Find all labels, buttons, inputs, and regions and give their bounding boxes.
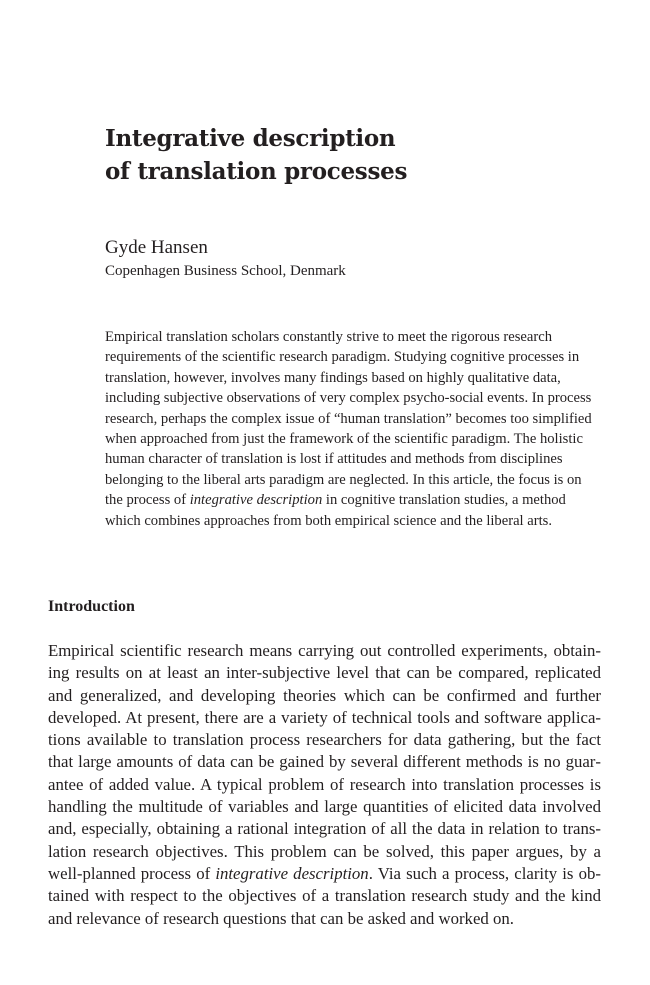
title-line-1: Integrative description <box>105 125 396 152</box>
introduction-text-part-1: Empirical scientific research means carrying out controlled experiments, obtaining results on at least an inter-subjective level that can be compared, replicated and generalized, and developing theories which can be confirmed and further developed. At present, there are a variety of technical tools and software applications available to translation process researchers for data gathering, but the fact that large amounts of data can be gained by several different methods is no guarantee of added value. A typical problem of research into translation processes is handling the multitude of variables and large quantities of elicited data involved and, especially, obtaining a rational integration of all the data in relation to translation research objectives. This problem can be solved, this paper argues, by a well-planned process of <box>48 641 601 883</box>
title-line-2: of translation processes <box>105 158 408 185</box>
abstract-text-part-2: in cognitive translation studies, a method which combines approaches from both empirical science and the liberal arts. <box>105 492 566 529</box>
abstract <box>105 327 600 531</box>
author-affiliation: Copenhagen Business School, Denmark <box>105 263 346 279</box>
abstract-italic-term: integrative description <box>189 492 323 509</box>
paper-title <box>105 122 525 188</box>
author-name: Gyde Hansen <box>105 237 208 258</box>
introduction-paragraph <box>48 640 601 930</box>
section-heading-introduction: Introduction <box>48 598 135 615</box>
abstract-text-part-1: Empirical translation scholars constantly strive to meet the rigorous research requirements of the scientific research paradigm. Studying cognitive processes in translation, however, involves many findings based on highly qualitative data, including subjective observations of very complex psycho-social events. In process research, perhaps the complex issue of “human translation” becomes too simplified when approached from just the framework of the scientific paradigm. The holistic human character of translation is lost if attitudes and methods from disciplines belonging to the liberal arts paradigm are neglected. In this article, the focus is on the process of <box>105 329 592 509</box>
introduction-italic-term: integrative description <box>215 863 369 883</box>
introduction-text-part-2: . Via such a process, clarity is obtained with respect to the objectives of a translation research study and the kind and relevance of research questions that can be asked and worked on. <box>48 863 601 928</box>
